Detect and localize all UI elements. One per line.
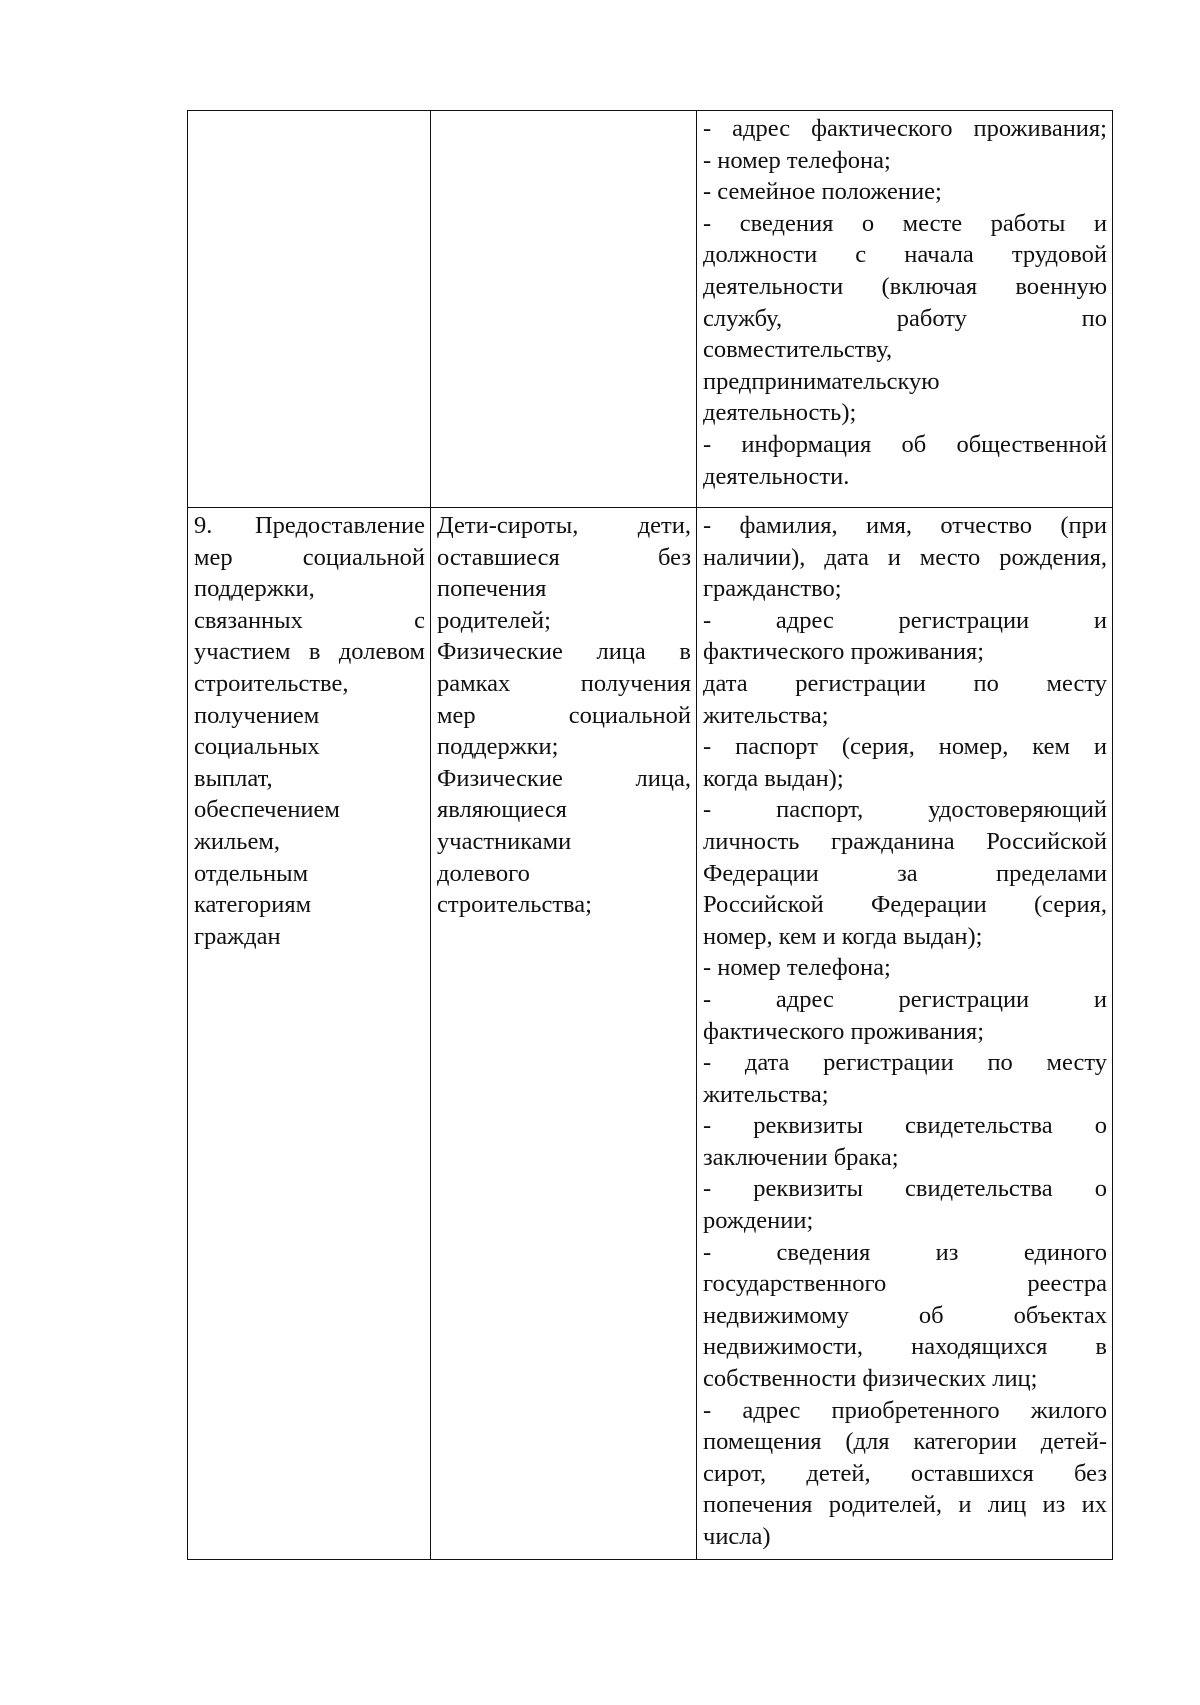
cell-row-b-col3 xyxy=(697,508,1113,1560)
text-line: - адрес регистрации и xyxy=(703,606,1107,634)
text-line: получением xyxy=(194,701,320,729)
text-line: - реквизиты свидетельства о xyxy=(703,1112,1107,1140)
table-row xyxy=(188,111,1113,508)
cell-row-a-col2 xyxy=(431,111,697,508)
cell-row-b-col1 xyxy=(188,508,431,1560)
text-line: должности с начала трудовой xyxy=(703,241,1107,269)
cell-row-b-col2 xyxy=(431,508,697,1560)
text-line: - номер телефона; xyxy=(703,954,891,982)
text-line: строительства; xyxy=(437,891,592,919)
text-line: предпринимательскую xyxy=(703,367,940,395)
text-line: - фамилия, имя, отчество (при xyxy=(703,512,1107,539)
text-line: числа) xyxy=(703,1523,771,1550)
text-line: - информация об общественной xyxy=(703,430,1107,458)
text-line: деятельность); xyxy=(703,399,857,427)
text-line: связанных с xyxy=(194,606,425,634)
text-line: деятельности. xyxy=(703,462,850,490)
text-line: отдельным xyxy=(194,859,309,887)
text-line: деятельности (включая военную xyxy=(703,272,1107,300)
text-line: рамках получения xyxy=(437,669,691,697)
text-line: Физические лица в xyxy=(437,638,691,666)
text-line: являющиеся xyxy=(437,796,567,824)
text-line: строительстве, xyxy=(194,669,349,697)
text-line: поддержки; xyxy=(437,733,559,761)
cell-row-a-col1 xyxy=(188,111,431,508)
text-line: недвижимости, находящихся в xyxy=(703,1333,1107,1361)
text-line: - сведения о месте работы и xyxy=(703,209,1107,237)
text-line: государственного реестра xyxy=(703,1270,1107,1298)
text-line: заключении брака; xyxy=(703,1143,899,1171)
text-line: недвижимому об объектах xyxy=(703,1301,1107,1329)
text-line: рождении; xyxy=(703,1207,814,1235)
text-line: - адрес приобретенного жилого xyxy=(703,1396,1107,1424)
text-line: родителей; xyxy=(437,606,551,634)
text-line: участниками xyxy=(437,827,572,855)
table-row xyxy=(188,508,1113,1560)
text-line: долевого xyxy=(437,859,530,887)
text-line: - паспорт, удостоверяющий xyxy=(703,796,1107,824)
text-line: мер социальной xyxy=(194,543,425,571)
text-line: дата регистрации по месту xyxy=(703,669,1107,697)
text-line: - дата регистрации по месту xyxy=(703,1049,1107,1077)
text-line: службу, работу по xyxy=(703,304,1107,332)
text-line: гражданство; xyxy=(703,575,842,603)
text-line: Физические лица, xyxy=(437,764,691,792)
text-line: фактического проживания; xyxy=(703,638,985,666)
text-line: попечения родителей, и лиц из их xyxy=(703,1491,1107,1519)
text-line: попечения xyxy=(437,575,547,603)
text-line: Дети-сироты, дети, xyxy=(437,512,691,539)
text-line: поддержки, xyxy=(194,575,315,603)
text-line: - адрес фактического проживания; xyxy=(703,115,1107,142)
document-table xyxy=(187,110,1113,1560)
text-line: - семейное положение; xyxy=(703,178,942,206)
text-line: сирот, детей, оставшихся без xyxy=(703,1459,1107,1487)
text-line: собственности физических лиц; xyxy=(703,1365,1038,1393)
cell-row-a-col3 xyxy=(697,111,1113,508)
text-line: обеспечением xyxy=(194,796,340,824)
text-line: жительства; xyxy=(703,701,829,729)
text-line: - номер телефона; xyxy=(703,146,891,174)
text-line: - сведения из единого xyxy=(703,1238,1107,1266)
text-line: номер, кем и когда выдан); xyxy=(703,922,983,950)
text-line: жильем, xyxy=(194,827,280,855)
text-line: участием в долевом xyxy=(194,638,425,666)
text-line: оставшиеся без xyxy=(437,543,691,571)
text-line: личность гражданина Российской xyxy=(703,827,1107,855)
text-line: мер социальной xyxy=(437,701,691,729)
text-line: категориям xyxy=(194,891,312,919)
text-line: - адрес регистрации и xyxy=(703,985,1107,1013)
text-line: помещения (для категории детей- xyxy=(703,1428,1107,1456)
text-line: 9. Предоставление xyxy=(194,512,425,539)
text-line: фактического проживания; xyxy=(703,1017,985,1045)
text-line: Российской Федерации (серия, xyxy=(703,891,1107,919)
text-line: наличии), дата и место рождения, xyxy=(703,543,1107,571)
text-line: граждан xyxy=(194,922,281,950)
text-line: - паспорт (серия, номер, кем и xyxy=(703,733,1107,761)
text-line: Федерации за пределами xyxy=(703,859,1107,887)
text-line: - реквизиты свидетельства о xyxy=(703,1175,1107,1203)
text-line: выплат, xyxy=(194,764,273,792)
text-line: жительства; xyxy=(703,1080,829,1108)
text-line: социальных xyxy=(194,733,320,761)
text-line: совместительству, xyxy=(703,336,893,364)
text-line: когда выдан); xyxy=(703,764,844,792)
